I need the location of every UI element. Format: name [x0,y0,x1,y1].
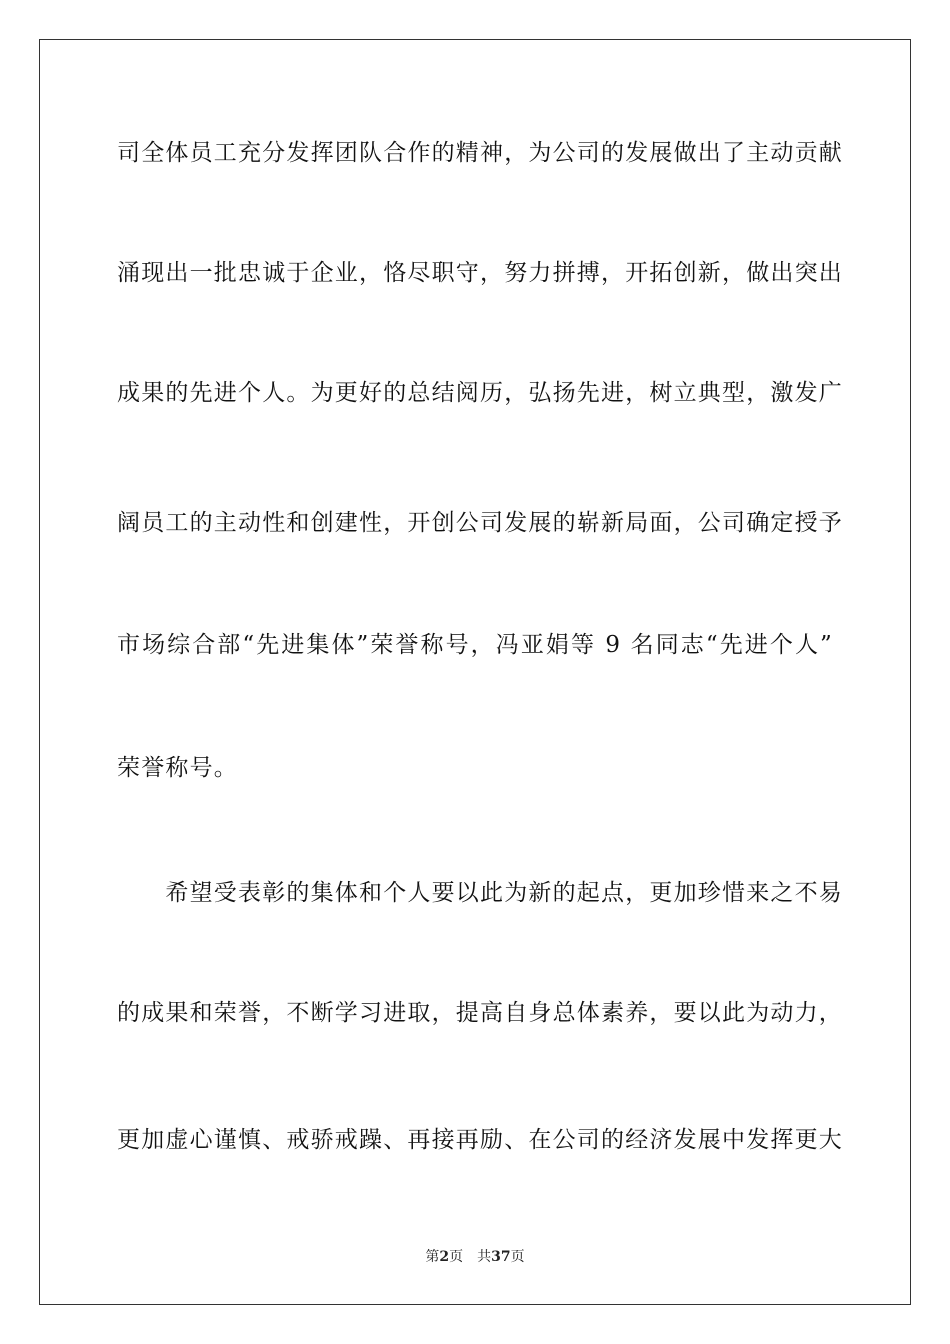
total-pages: 37 [491,1249,511,1265]
total-suffix: 页 [510,1249,525,1265]
text-line-7: 希望受表彰的集体和个人要以此为新的起点，更加珍惜来之不易 [117,880,843,906]
page-border [39,39,911,1305]
page-suffix: 页 [449,1249,464,1265]
page-prefix: 第 [425,1249,440,1265]
text-line-2: 涌现出一批忠诚于企业，恪尽职守，努力拼搏，开拓创新，做出突出 [117,260,843,286]
text-line-3: 成果的先进个人。为更好的总结阅历，弘扬先进，树立典型，激发广 [117,380,843,406]
text-line-4: 阔员工的主动性和创建性，开创公司发展的崭新局面，公司确定授予 [117,510,843,536]
text-line-9: 更加虚心谨慎、戒骄戒躁、再接再励、在公司的经济发展中发挥更大 [117,1127,843,1153]
total-prefix: 共 [477,1249,492,1265]
text-line-6: 荣誉称号。 [117,755,238,781]
text-line-8: 的成果和荣誉，不断学习进取，提高自身总体素养，要以此为动力， [117,1000,843,1026]
text-line-5: 市场综合部“先进集体”荣誉称号，冯亚娟等 9 名同志“先进个人” [117,632,833,658]
text-line-1: 司全体员工充分发挥团队合作的精神，为公司的发展做出了主动贡献 [117,140,843,166]
page-footer [0,1248,950,1266]
page-number: 2 [439,1249,450,1265]
